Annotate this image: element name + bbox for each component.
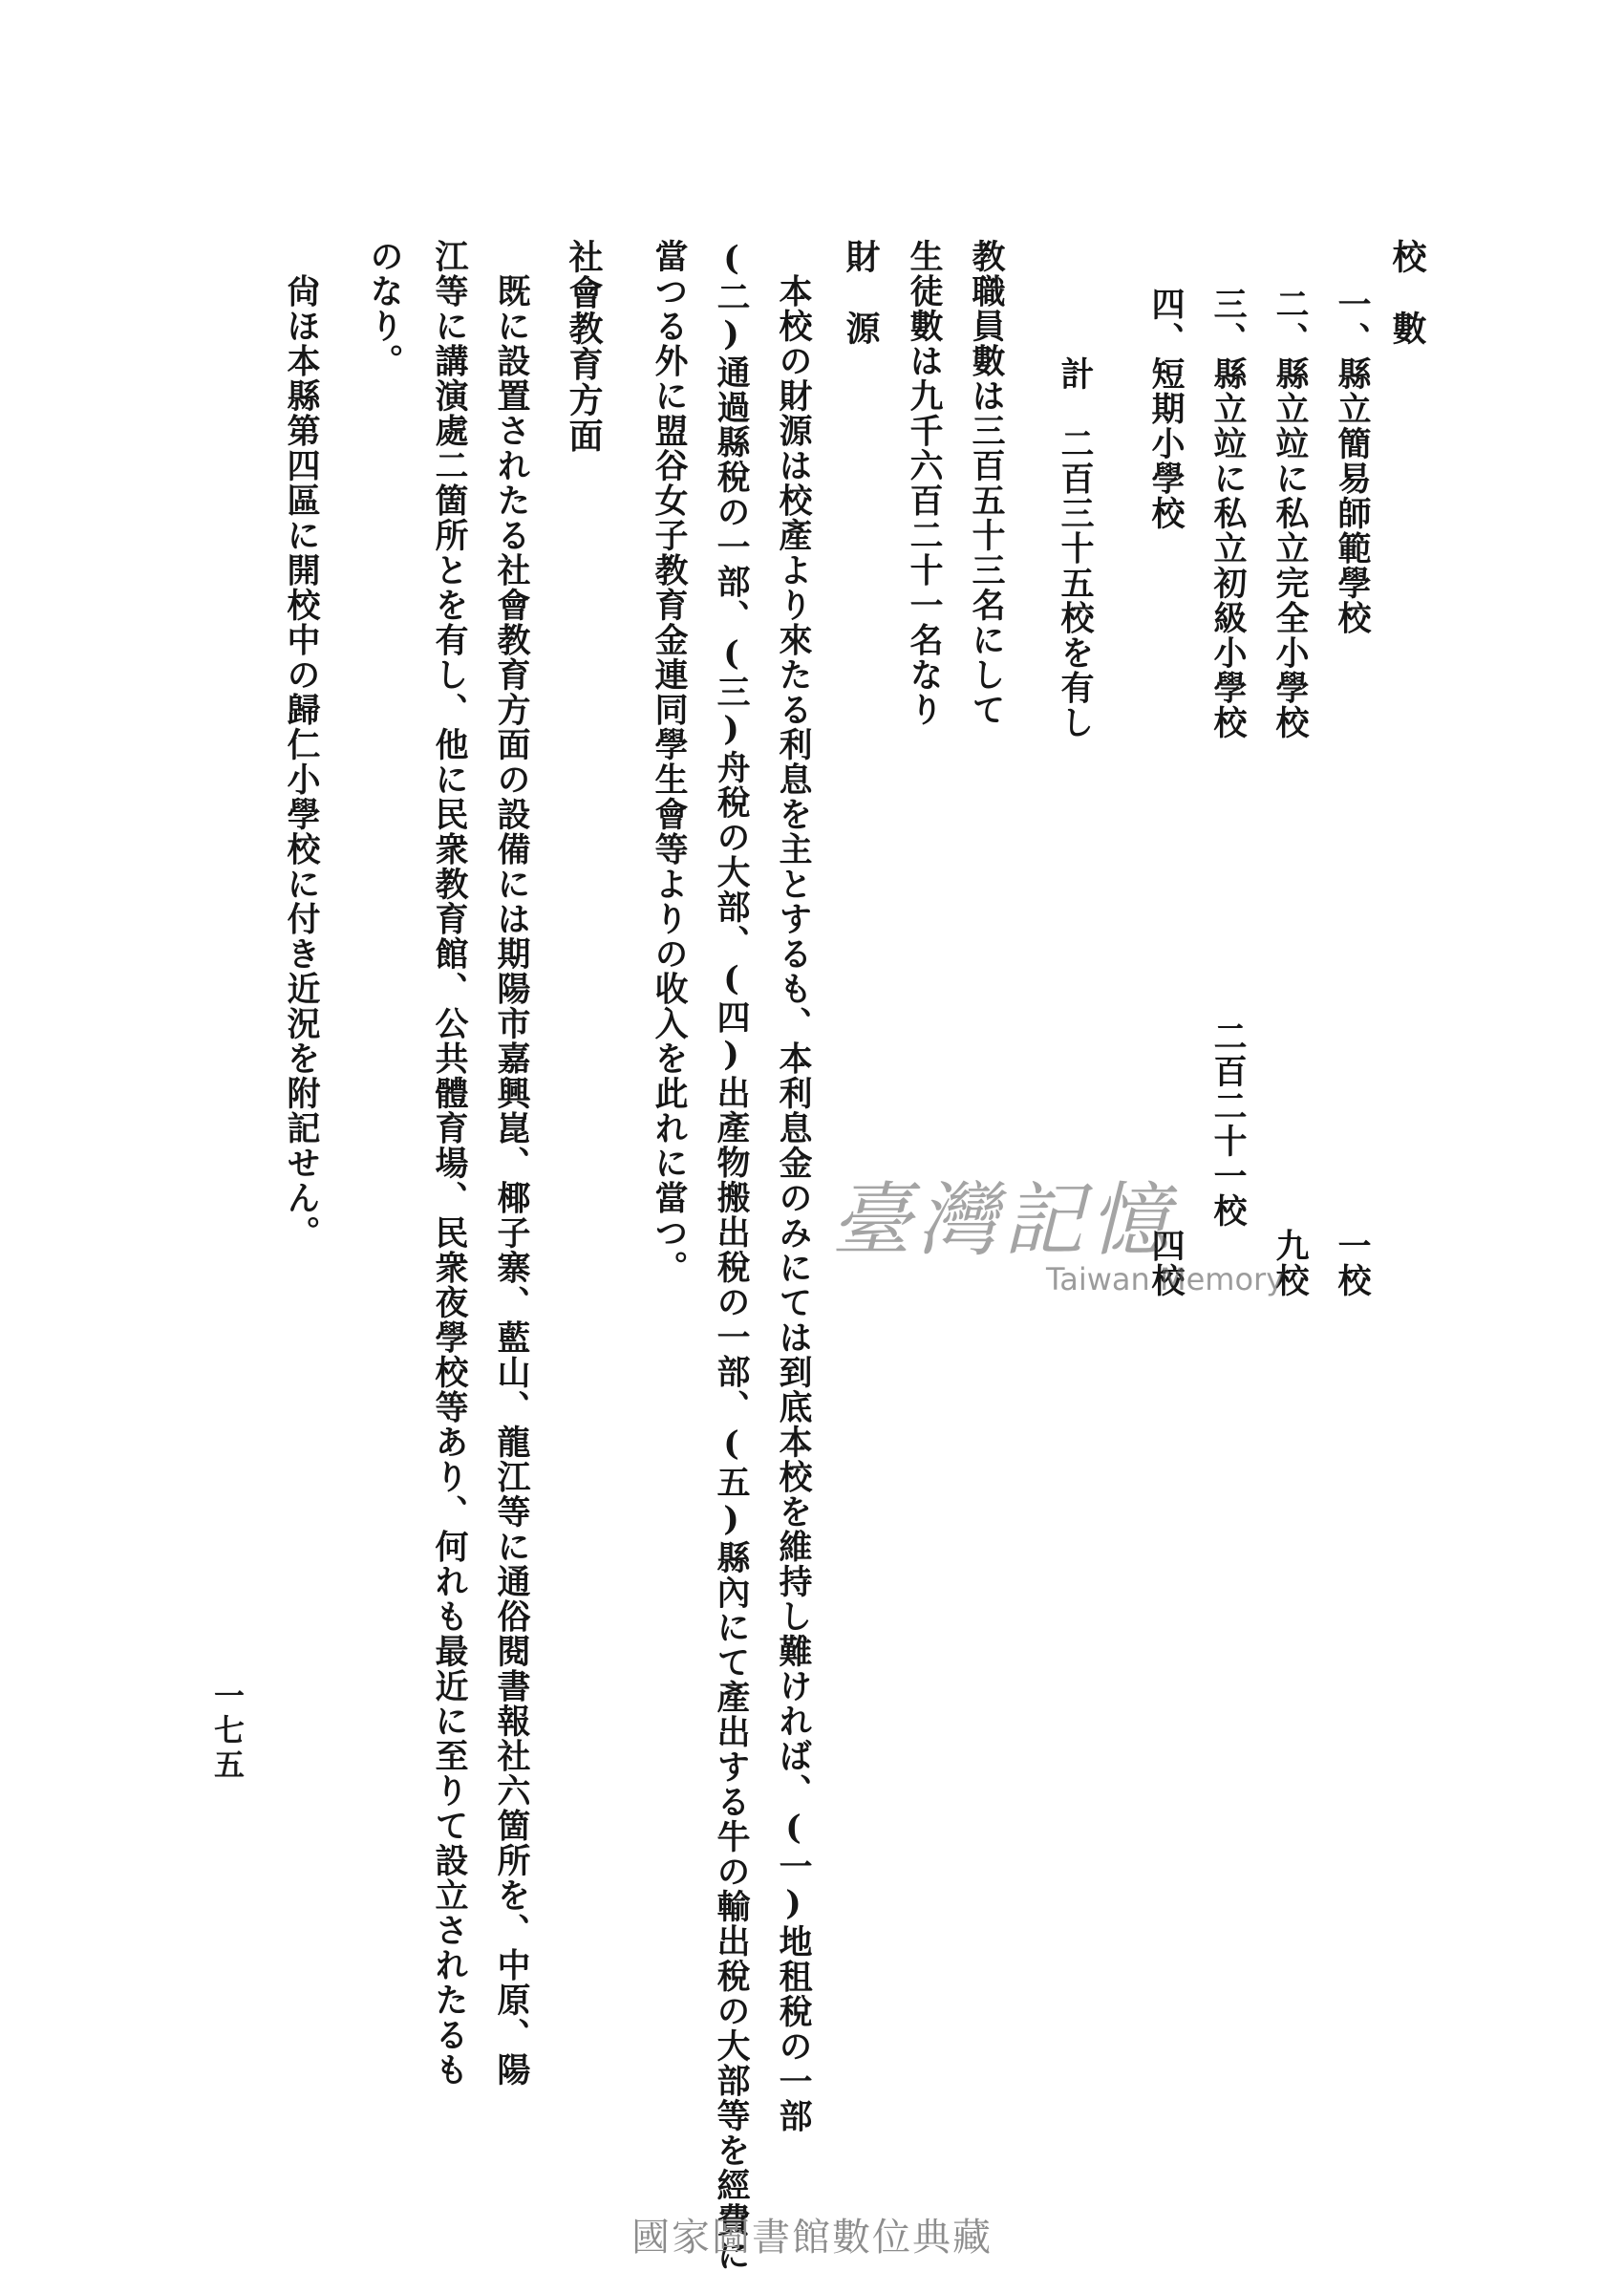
text-line: 生徒數は九千六百二十一名なり <box>905 239 944 727</box>
text-line: 既に設置されたる社會教育方面の設備には期陽市嘉興崑、椰子寨、藍山、龍江等に通俗閱書報社六箇所を、中原、陽 <box>492 239 531 2088</box>
watermark-logo-caption: Taiwan Memory <box>1046 1261 1285 1297</box>
text-line: 二、縣立竝に私立完全小學校 九校 <box>1271 287 1310 1298</box>
text-line: 一、縣立簡易師範學校 一校 <box>1333 287 1372 1298</box>
watermark-logo: 臺灣記憶 <box>831 1173 1176 1267</box>
text-line: 本校の財源は校產より來たる利息を主とするも、本利息金のみにては到底本校を維持し難ければ、(一)地租稅の一部 <box>774 239 813 2133</box>
section-heading-social-education: 社會教育方面 <box>564 239 603 454</box>
text-line: 尙ほ本縣第四區に開校中の歸仁小學校に付き近況を附記せん。 <box>282 239 321 1251</box>
text-line: 教職員數は三百五十三名にして <box>967 239 1006 727</box>
text-line: のなり。 <box>365 239 404 378</box>
page-number: 一七五 <box>209 1680 246 1783</box>
footer-archive-credit: 國家圖書館數位典藏 <box>631 2216 993 2260</box>
section-heading-school-count: 校 數 <box>1387 239 1426 347</box>
text-line: 計 二百三十五校を有し <box>1056 287 1095 740</box>
section-heading-finance: 財 源 <box>841 239 880 347</box>
text-line: 當つる外に盟谷女子教育金連同學生會等よりの收入を此れに當つ。 <box>650 239 689 1285</box>
text-line: (二)通過縣稅の一部、(三)舟稅の大部、(四)出產物搬出稅の一部、(五)縣內にて產出する牛の輸出稅の大部等を經費に <box>712 239 751 2273</box>
text-line: 江等に講演處二箇所とを有し、他に民衆教育館、公共體育場、民衆夜學校等あり、何れも最近に至りて設立されたるも <box>430 239 469 2088</box>
text-line: 三、縣立竝に私立初級小學校 二百二十一校 <box>1208 287 1248 1229</box>
text-line: 四、短期小學校 四校 <box>1146 287 1186 1298</box>
